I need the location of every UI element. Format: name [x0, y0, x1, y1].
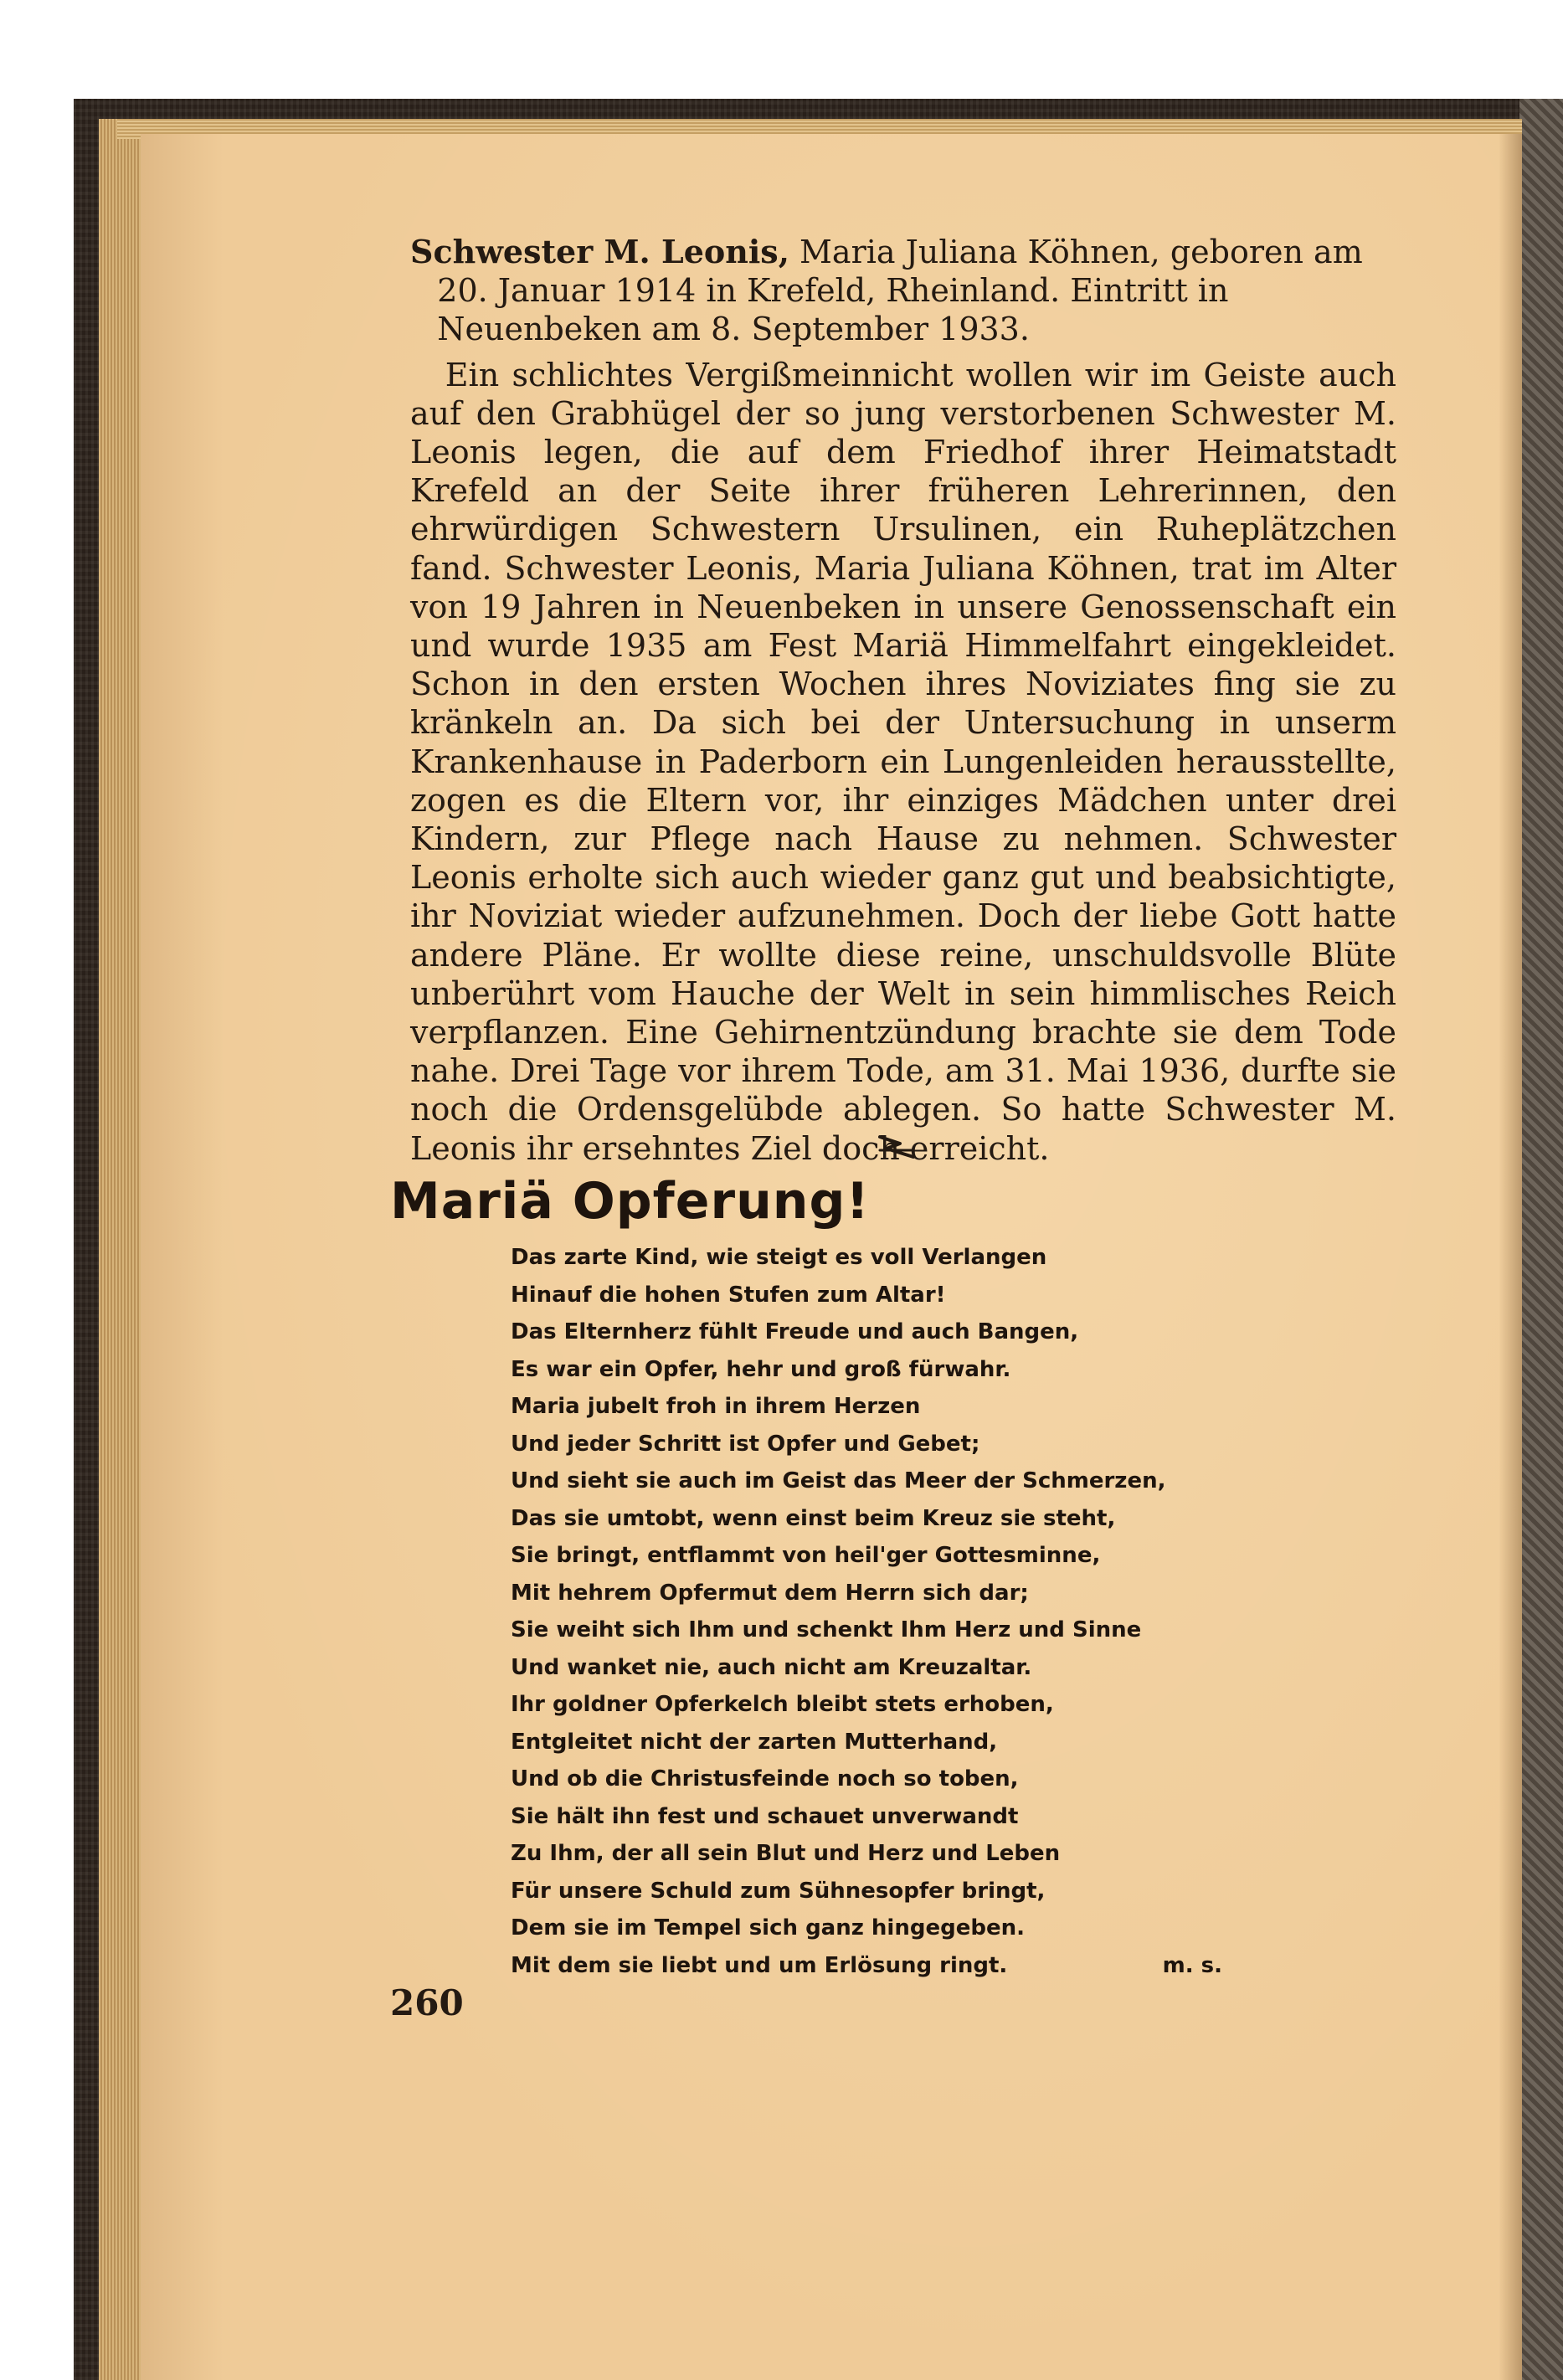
poem-line: Und wanket nie, auch nicht am Kreuzaltar.: [511, 1654, 1032, 1680]
poem-line: Sie hält ihn fest und schauet unverwandt: [511, 1803, 1019, 1829]
gutter-shadow: [1499, 134, 1522, 2380]
poem-line: Dem sie im Tempel sich ganz hingegeben.: [511, 1915, 1025, 1940]
page-number: 260: [390, 1982, 464, 2023]
book-cover-edge: [1519, 99, 1563, 2380]
poem: [511, 1239, 1247, 1984]
poem-line: Das sie umtobt, wenn einst beim Kreuz sie steht,: [511, 1505, 1116, 1531]
poem-line: Das Elternherz fühlt Freude und auch Bangen,: [511, 1319, 1079, 1344]
poem-line: Für unsere Schuld zum Sühnesopfer bringt,: [511, 1878, 1046, 1904]
poem-line: Das zarte Kind, wie steigt es voll Verlangen: [511, 1245, 1047, 1270]
poem-line: Sie bringt, entflammt von heil'ger Gottesminne,: [511, 1543, 1101, 1568]
biography-body: Ein schlichtes Vergißmeinnicht wollen wir im Geiste auch auf den Grabhügel der so jung verstorbenen Schwester M. Leonis legen, die auf dem Friedhof ihrer Heimatstadt Krefeld an der Seite ihrer früheren Lehrerinnen, den ehrwürdigen Schwestern Ursulinen, ein Ruheplätzchen fand. Schwester Leonis, Maria Juliana Köhnen, trat im Alter von 19 Jahren in Neuenbeken in unsere Genossenschaft ein und wurde 1935 am Fest Mariä Himmelfahrt eingekleidet. Schon in den ersten Wochen ihres Noviziates fing sie zu kränkeln an. Da sich bei der Untersuchung in unserm Krankenhause in Paderborn ein Lungenleiden herausstellte, zogen es die Eltern vor, ihr einziges Mädchen unter drei Kindern, zur Pflege nach Hause zu nehmen. Schwester Leonis erholte sich auch wieder ganz gut und beabsichtigte, ihr Noviziat wieder aufzunehmen. Doch der liebe Gott hatte andere Pläne. Er wollte diese reine, unschuldsvolle Blüte unberührt vom Hauche der Welt in sein himmlisches Reich verpflanzen. Eine Gehirnentzündung brachte sie dem Tode nahe. Drei Tage vor ihrem Tode, am 31. Mai 1936, durfte sie noch die Ordensgelübde ablegen. So hatte Schwester M. Leonis ihr ersehntes Ziel doch erreicht.: [410, 356, 1396, 1167]
poem-line: Zu Ihm, der all sein Blut und Herz und Leben: [511, 1841, 1061, 1866]
poem-line: Mit dem sie liebt und um Erlösung ringt.: [511, 1952, 1008, 1978]
poem-line: Und ob die Christusfeinde noch so toben,: [511, 1766, 1019, 1791]
poem-line: Sie weiht sich Ihm und schenkt Ihm Herz und Sinne: [511, 1617, 1142, 1642]
poem-line: Mit hehrem Opfermut dem Herrn sich dar;: [511, 1580, 1029, 1606]
biography-section: [410, 233, 1396, 1168]
biography-header-text: Maria Juliana Köhnen, geboren am 20. Januar 1914 in Krefeld, Rheinland. Eintritt in Neuenbeken am 8. September 1933.: [437, 234, 1363, 348]
biography-header: [410, 233, 1396, 349]
poem-line: Entgleitet nicht der zarten Mutterhand,: [511, 1729, 998, 1755]
poem-signature: m. s.: [1162, 1952, 1222, 1978]
sister-name: Schwester M. Leonis,: [410, 233, 789, 270]
poem-line: Und sieht sie auch im Geist das Meer der Schmerzen,: [511, 1468, 1166, 1493]
section-ornament: [875, 1132, 920, 1160]
poem-line: Maria jubelt froh in ihrem Herzen: [511, 1394, 921, 1419]
poem-line: Hinauf die hohen Stufen zum Altar!: [511, 1282, 946, 1308]
poem-title: Mariä Opferung!: [390, 1172, 870, 1231]
poem-line: Ihr goldner Opferkelch bleibt stets erhoben,: [511, 1692, 1054, 1717]
poem-line: Es war ein Opfer, hehr und groß fürwahr.: [511, 1356, 1011, 1382]
poem-line: Und jeder Schritt ist Opfer und Gebet;: [511, 1431, 980, 1457]
